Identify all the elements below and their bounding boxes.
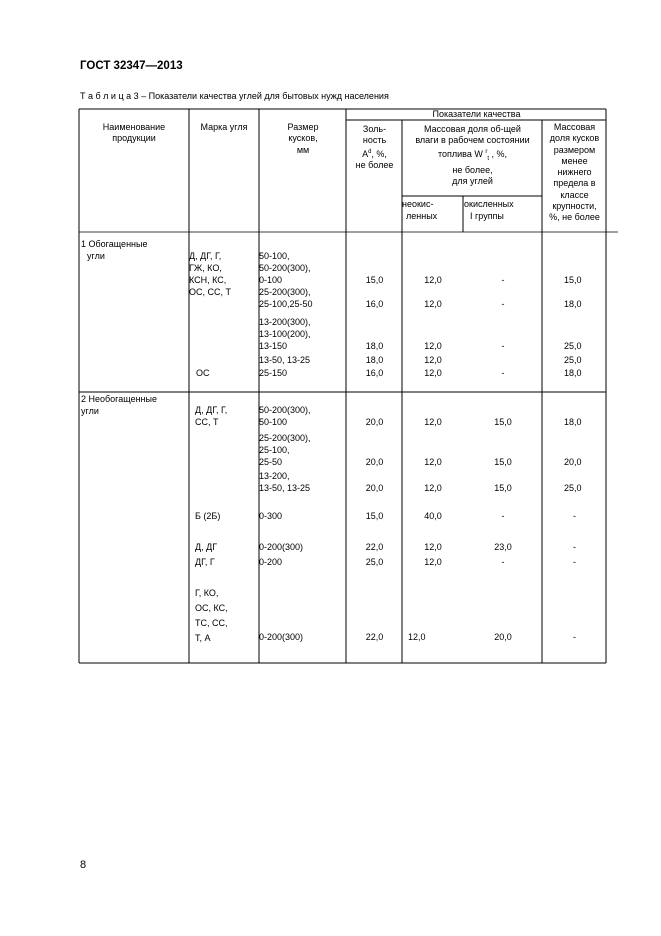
size-cell: 0-300 [259, 511, 283, 521]
header-moisture: Массовая доля об-щей влаги в рабочем состоянии топлива W $^r_t$ , %, не более, для углей [415, 124, 530, 186]
size-cell: 13-200(300), 13-100(200), 13-150 [259, 317, 311, 351]
header-grade: Марка угля [200, 122, 248, 132]
nonoxidized-value: 12,0 [424, 341, 442, 351]
header-ash: Золь- ность $A^d$, %, не более [355, 124, 394, 170]
grade-cell: ОС [196, 368, 210, 378]
fraction-value: 25,0 [564, 483, 582, 493]
size-cell: 50-100, 50-200(300), 0-100 [259, 251, 311, 285]
oxidized-value: 15,0 [494, 417, 512, 427]
ash-value: 20,0 [365, 457, 384, 467]
page-number: 8 [80, 859, 87, 871]
header-quality: Показатели качества [432, 109, 521, 119]
grade-cell: Г, КО, ОС, КС, [195, 588, 228, 613]
nonoxidized-value: 12,0 [424, 417, 442, 427]
table-caption: Т а б л и ц а 3 – Показатели качества углей для бытовых нужд населения [80, 91, 389, 101]
ash-value: 25,0 [365, 557, 384, 567]
fraction-value: - [573, 542, 576, 552]
ash-value: 20,0 [365, 417, 384, 427]
header-oxidized: окисленных I группы [464, 199, 514, 221]
grade-cell: Д, ДГ [195, 542, 218, 552]
grade-cell: ТС, СС, Т, А [195, 618, 228, 643]
oxidized-value: 15,0 [494, 457, 512, 467]
group-name: 2 Необогащенные угли [81, 394, 157, 416]
nonoxidized-value: 12,0 [424, 557, 442, 567]
ash-value: 22,0 [365, 542, 384, 552]
nonoxidized-value: 12,0 [424, 457, 442, 467]
oxidized-value: - [501, 511, 505, 521]
ash-value: 16,0 [365, 368, 384, 378]
fraction-value: 18,0 [564, 368, 582, 378]
grade-cell: Б (2Б) [195, 511, 221, 521]
fraction-value: 18,0 [564, 417, 582, 427]
size-cell: 25-200(300), 25-100,25-50 [259, 287, 313, 309]
nonoxidized-value: 12,0 [424, 275, 442, 285]
ash-value: 18,0 [365, 355, 384, 365]
document-header: ГОСТ 32347—2013 [80, 60, 183, 72]
header-product: Наименование продукции [102, 122, 166, 144]
size-cell: 13-200, 13-50, 13-25 [259, 471, 311, 493]
nonoxidized-value: 12,0 [424, 299, 442, 309]
header-nonoxidized: неокис- ленных [402, 199, 438, 221]
header-size: Размер кусков, мм [287, 122, 319, 155]
grade-cell: Д, ДГ, Г, СС, Т [195, 405, 228, 427]
fraction-value: - [573, 511, 576, 521]
size-cell: 13-50, 13-25 [259, 355, 311, 365]
group-name: 1 Обогащенные угли [81, 239, 148, 261]
grade-cell: ДГ, Г [195, 557, 215, 567]
fraction-value: - [573, 557, 576, 567]
oxidized-value: - [501, 557, 505, 567]
ash-value: 20,0 [365, 483, 384, 493]
size-cell: 0-200(300) [259, 542, 304, 552]
size-cell: 25-200(300), 25-100, 25-50 [259, 433, 311, 467]
nonoxidized-value: 12,0 [424, 542, 442, 552]
oxidized-value: 15,0 [494, 483, 512, 493]
size-cell: 0-200 [259, 557, 283, 567]
oxidized-value: 23,0 [494, 542, 512, 552]
oxidized-value: - [501, 368, 505, 378]
size-cell: 0-200(300) [259, 632, 304, 642]
oxidized-value: 20,0 [494, 632, 512, 642]
fraction-value: 25,0 [564, 355, 582, 365]
nonoxidized-value: 12,0 [408, 632, 426, 642]
nonoxidized-value: 40,0 [424, 511, 442, 521]
fraction-value: 20,0 [564, 457, 582, 467]
header-fraction: Массовая доля кусков размером менее нижнего предела в классе крупности, %, не более [549, 122, 600, 223]
fraction-value: 18,0 [564, 299, 582, 309]
oxidized-value: - [501, 299, 505, 309]
ash-value: 16,0 [365, 299, 384, 309]
fraction-value: 25,0 [564, 341, 582, 351]
fraction-value: - [573, 632, 576, 642]
ash-value: 18,0 [365, 341, 384, 351]
fraction-value: 15,0 [564, 275, 582, 285]
ash-value: 15,0 [365, 275, 384, 285]
size-cell: 50-200(300), 50-100 [259, 405, 311, 427]
nonoxidized-value: 12,0 [424, 483, 442, 493]
ash-value: 22,0 [365, 632, 384, 642]
nonoxidized-value: 12,0 [424, 355, 442, 365]
grade-cell: Д, ДГ, Г, ГЖ, КО, КСН, КС, ОС, СС, Т [189, 251, 231, 297]
size-cell: 25-150 [259, 368, 288, 378]
oxidized-value: - [501, 341, 505, 351]
ash-value: 15,0 [365, 511, 384, 521]
oxidized-value: - [501, 275, 505, 285]
nonoxidized-value: 12,0 [424, 368, 442, 378]
